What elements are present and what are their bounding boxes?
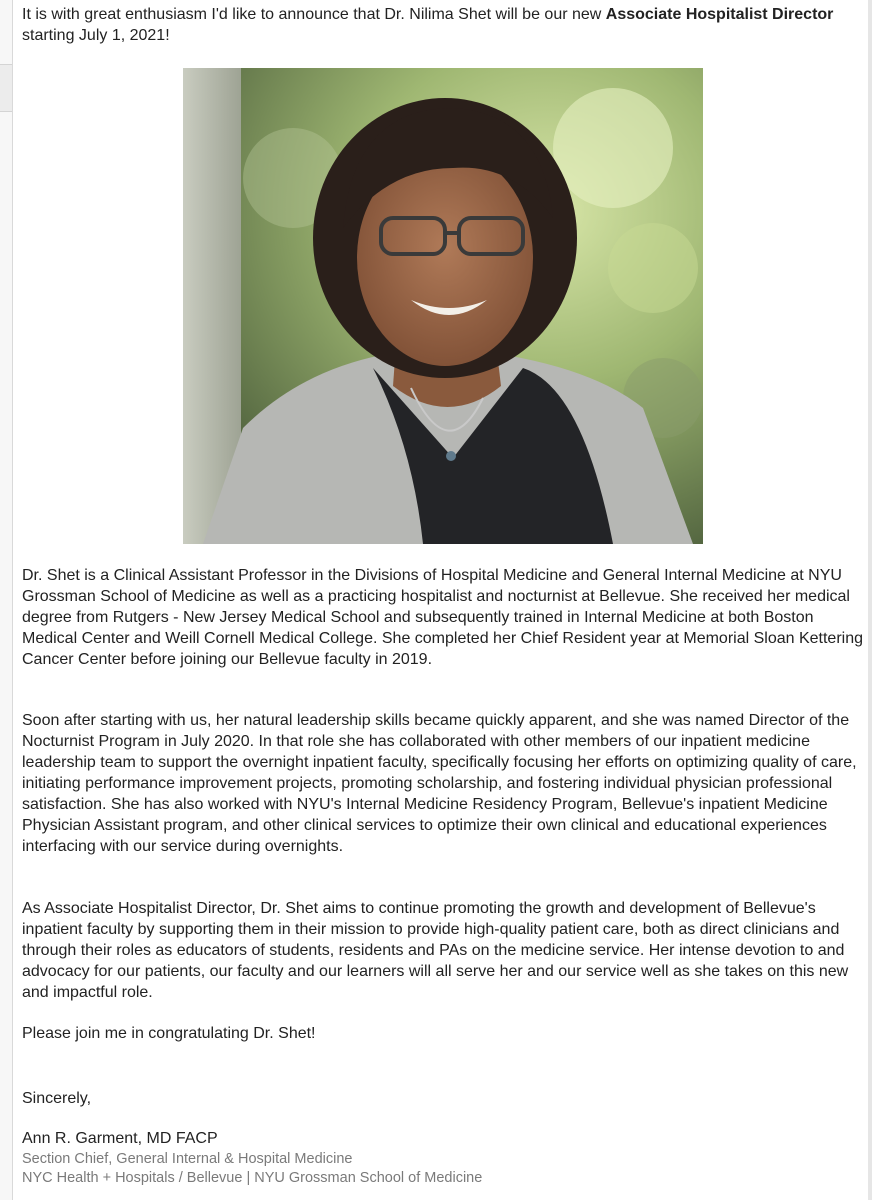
- intro-text-end: starting July 1, 2021!: [22, 27, 170, 44]
- portrait-photo: [183, 68, 703, 544]
- intro-paragraph: [22, 4, 866, 46]
- paragraph-background: Dr. Shet is a Clinical Assistant Professor in the Divisions of Hospital Medicine and General Internal Medicine at NYU Grossman School of Medicine as well as a practicing hospitalist and nocturnist at Bellevue. She received her medical degree from Rutgers - New Jersey Medical School and subsequently trained in Internal Medicine at both Boston Medical Center and Weill Cornell Medical College. She completed her Chief Resident year at Memorial Sloan Kettering Cancer Center before joining our Bellevue faculty in 2019.: [22, 567, 864, 668]
- signature-organization: NYC Health + Hospitals / Bellevue | NYU Grossman School of Medicine: [22, 1170, 483, 1186]
- left-sidebar-gutter: [0, 0, 13, 1200]
- signature-name: Ann R. Garment, MD FACP: [22, 1130, 218, 1147]
- portrait-photo-icon: [183, 68, 703, 544]
- email-body: [22, 4, 866, 46]
- gutter-tab[interactable]: [0, 64, 12, 112]
- signature-title: Section Chief, General Internal & Hospital Medicine: [22, 1151, 353, 1167]
- intro-bold-title: Associate Hospitalist Director: [605, 6, 834, 23]
- paragraph-new-role: As Associate Hospitalist Director, Dr. Shet aims to continue promoting the growth and development of Bellevue's inpatient faculty by supporting them in their mission to provide high-quality patient care, both as direct clinicians and through their roles as educators of students, residents and PAs on the medicine service. Her intense devotion to and advocacy for our patients, our faculty and our learners will all serve her and our service well as she takes on this new and impactful role.: [22, 900, 849, 1001]
- scrollbar-track[interactable]: [868, 0, 872, 1200]
- paragraph-congratulate: Please join me in congratulating Dr. Shet!: [22, 1025, 316, 1042]
- paragraph-leadership: Soon after starting with us, her natural leadership skills became quickly apparent, and she was named Director of the Nocturnist Program in July 2020. In that role she has collaborated with other members of our inpatient medicine leadership team to support the overnight inpatient faculty, specifically focusing her efforts on optimizing quality of care, initiating performance improvement projects, promoting scholarship, and fostering individual physician professional satisfaction. She has also worked with NYU's Internal Medicine Residency Program, Bellevue's inpatient Medicine Physician Assistant program, and other clinical services to optimize their own clinical and educational experiences interfacing with our service during overnights.: [22, 712, 857, 855]
- intro-text-start: It is with great enthusiasm I'd like to announce that Dr. Nilima Shet will be our new: [22, 6, 606, 23]
- closing-text: Sincerely,: [22, 1090, 92, 1107]
